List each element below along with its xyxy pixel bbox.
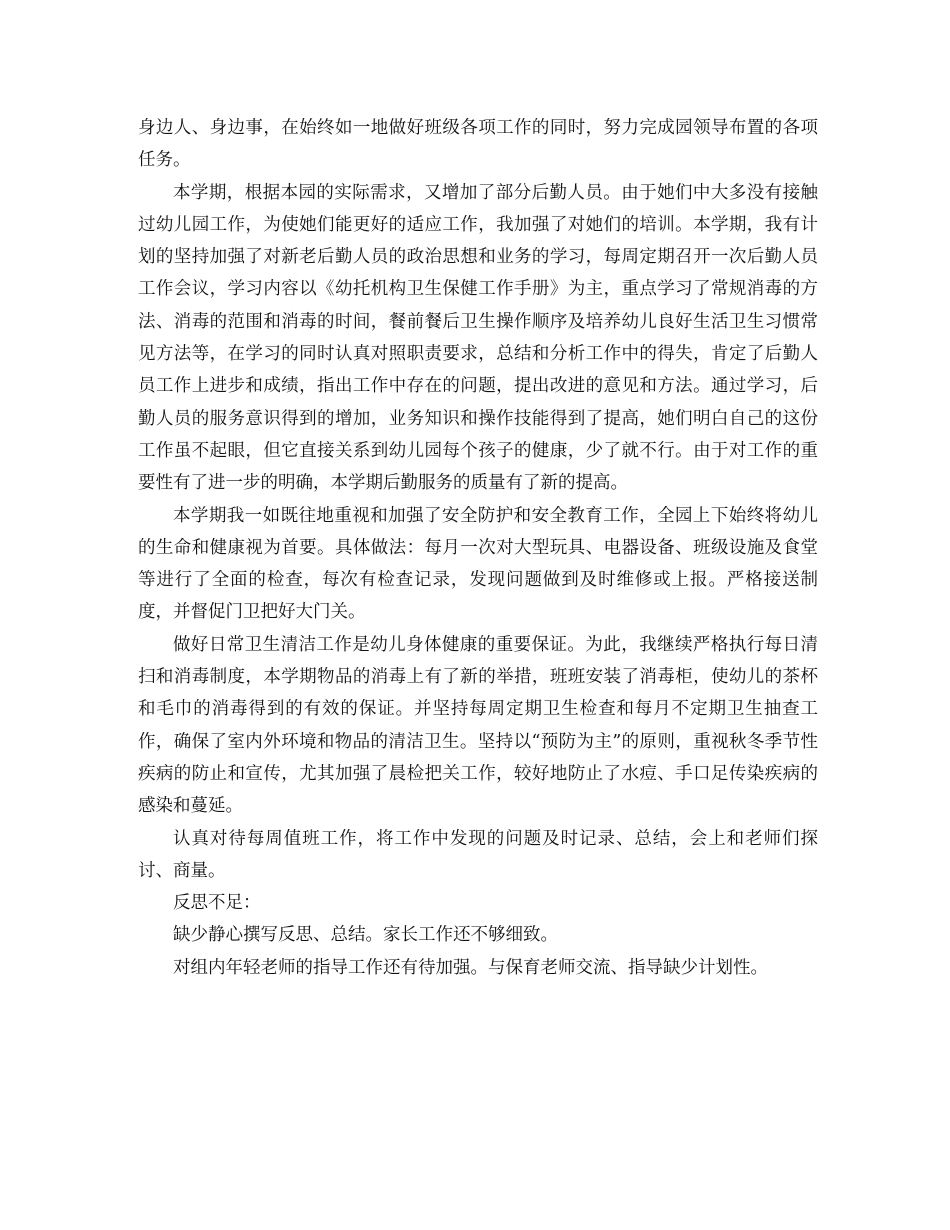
paragraph-shortcoming-1: 缺少静心撰写反思、总结。家长工作还不够细致。 xyxy=(173,925,558,946)
paragraph-weekly-duty: 认真对待每周值班工作，将工作中发现的问题及时记录、总结，会上和老师们探讨、商量。 xyxy=(138,828,818,881)
paragraph-shortcoming-2: 对组内年轻老师的指导工作还有待加强。与保育老师交流、指导缺少计划性。 xyxy=(173,957,768,978)
paragraph-safety-education: 本学期我一如既往地重视和加强了安全防护和安全教育工作，全园上下始终将幼儿的生命和健康视为首要。具体做法：每月一次对大型玩具、电器设备、班级设施及食堂等进行了全面的检查，每次有检查记录，发现问题做到及时维修或上报。严格接送制度，并督促门卫把好大门关。 xyxy=(138,505,818,623)
paragraph-reflection-heading: 反思不足： xyxy=(173,893,261,914)
paragraph-logistics-training: 本学期，根据本园的实际需求，又增加了部分后勤人员。由于她们中大多没有接触过幼儿园工作，为使她们能更好的适应工作，我加强了对她们的培训。本学期，我有计划的坚持加强了对新老后勤人员的政治思想和业务的学习，每周定期召开一次后勤人员工作会议，学习内容以《幼托机构卫生保健工作手册》为主，重点学习了常规消毒的方法、消毒的范围和消毒的时间，餐前餐后卫生操作顺序及培养幼儿良好生活卫生习惯常见方法等，在学习的同时认真对照职责要求，总结和分析工作中的得失，肯定了后勤人员工作上进步和成绩，指出工作中存在的问题，提出改进的意见和方法。通过学习，后勤人员的服务意识得到的增加，业务知识和操作技能得到了提高，她们明白自己的这份工作虽不起眼，但它直接关系到幼儿园每个孩子的健康，少了就不行。由于对工作的重要性有了进一步的明确，本学期后勤服务的质量有了新的提高。 xyxy=(138,182,818,494)
paragraph-hygiene-cleaning: 做好日常卫生清洁工作是幼儿身体健康的重要保证。为此，我继续严格执行每日清扫和消毒制度，本学期物品的消毒上有了新的举措，班班安装了消毒柜，使幼儿的茶杯和毛巾的消毒得到的有效的保证。并坚持每周定期卫生检查和每月不定期卫生抽查工作，确保了室内外环境和物品的清洁卫生。坚持以“预防为主”的原则，重视秋冬季节性疾病的防止和宣传，尤其加强了晨检把关工作，较好地防止了水痘、手口足传染疾病的感染和蔓延。 xyxy=(138,634,818,817)
paragraph-continued-tasks: 身边人、身边事，在始终如一地做好班级各项工作的同时，努力完成园领导布置的各项任务。 xyxy=(138,118,818,171)
document-body xyxy=(138,112,818,984)
